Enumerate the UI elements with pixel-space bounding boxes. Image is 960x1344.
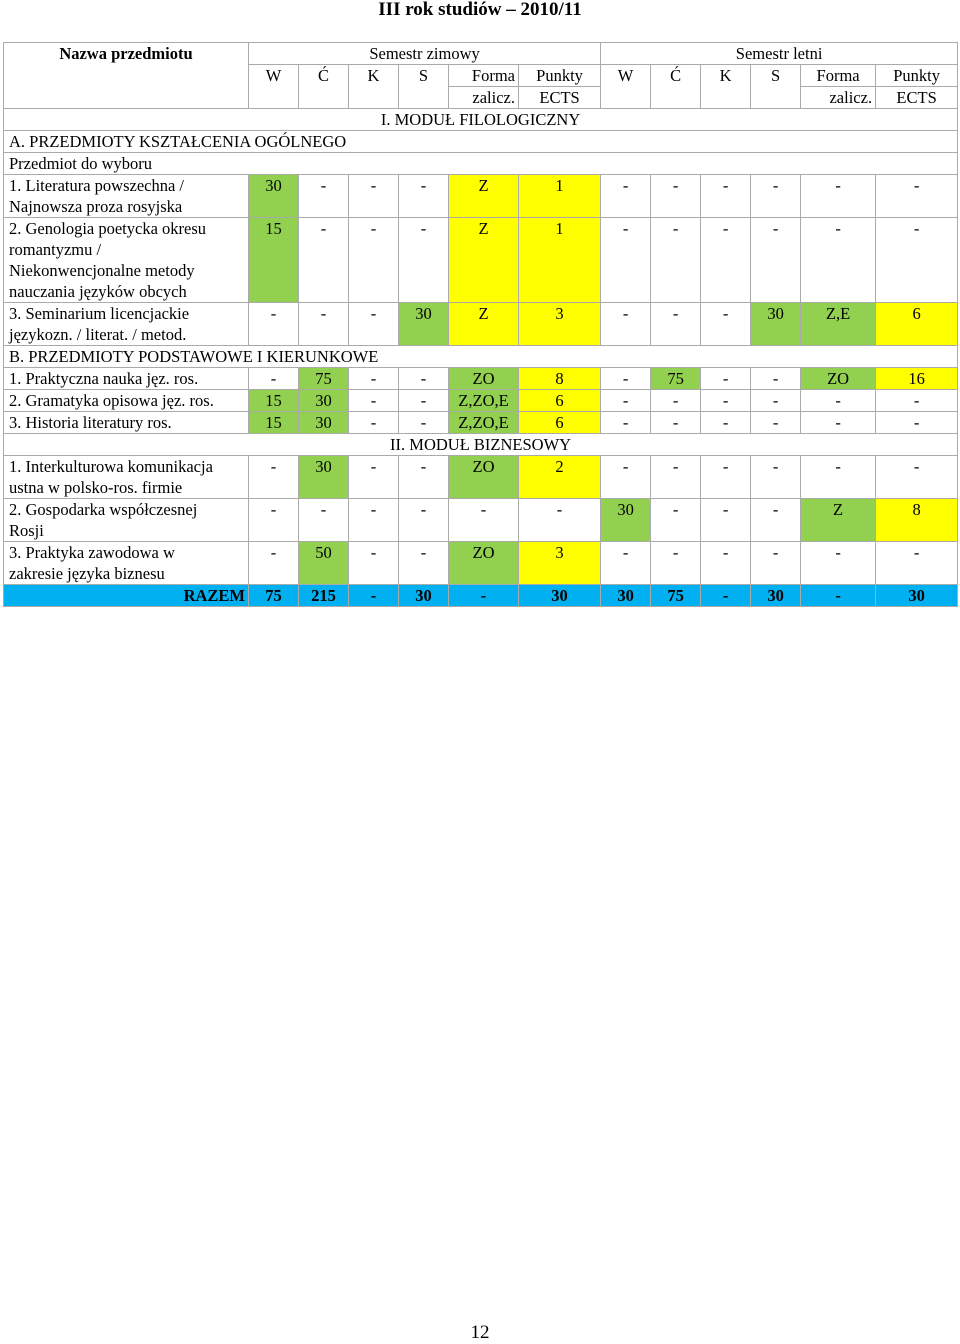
winter-k-cell: - — [349, 390, 399, 412]
total-value-cell: - — [801, 585, 876, 607]
course-name-line: nauczania języków obcych — [9, 282, 187, 301]
course-name-line: 3. Praktyka zawodowa w — [9, 543, 175, 562]
summer-c-cell: - — [651, 175, 701, 218]
winter-k-cell: - — [349, 412, 399, 434]
winter-w-cell: - — [249, 368, 299, 390]
summer-form-cell: - — [801, 542, 876, 585]
winter-form-cell: Z — [449, 175, 519, 218]
winter-c-cell: - — [299, 499, 349, 542]
winter-w-cell: - — [249, 456, 299, 499]
winter-form-cell: - — [449, 499, 519, 542]
winter-ects-header-line1: Punkty — [519, 65, 601, 87]
course-name-line: 2. Gramatyka opisowa jęz. ros. — [9, 391, 214, 410]
course-name — [4, 390, 249, 412]
summer-w-cell: - — [601, 542, 651, 585]
summer-ects-header-line1: Punkty — [876, 65, 958, 87]
course-name-line: Najnowsza proza rosyjska — [9, 197, 183, 216]
winter-form-header-line1: Forma — [449, 65, 519, 87]
winter-c-cell: 75 — [299, 368, 349, 390]
course-name — [4, 412, 249, 434]
total-value-cell: 215 — [299, 585, 349, 607]
summer-ects-cell: - — [876, 175, 958, 218]
study-plan-table — [3, 42, 958, 607]
summer-s-cell: - — [751, 456, 801, 499]
winter-form-cell: Z — [449, 303, 519, 346]
summer-s-cell: - — [751, 218, 801, 303]
winter-k-cell: - — [349, 542, 399, 585]
summer-c-cell: - — [651, 303, 701, 346]
winter-k-cell: - — [349, 218, 399, 303]
course-name — [4, 456, 249, 499]
winter-form-header-line2: zalicz. — [449, 87, 519, 109]
winter-w-cell: - — [249, 499, 299, 542]
winter-form-cell: ZO — [449, 542, 519, 585]
winter-ects-cell: 3 — [519, 303, 601, 346]
summer-k-cell: - — [701, 456, 751, 499]
summer-k-header: K — [701, 65, 751, 109]
winter-k-cell: - — [349, 499, 399, 542]
summer-s-cell: - — [751, 499, 801, 542]
winter-ects-cell: 8 — [519, 368, 601, 390]
section-row — [4, 346, 958, 368]
total-row — [4, 585, 958, 607]
winter-s-cell: - — [399, 456, 449, 499]
total-value-cell: 30 — [519, 585, 601, 607]
page-number: 12 — [470, 1322, 490, 1343]
summer-ects-cell: - — [876, 542, 958, 585]
winter-s-cell: - — [399, 218, 449, 303]
summer-ects-cell: - — [876, 390, 958, 412]
winter-s-cell: - — [399, 368, 449, 390]
total-value-cell: 30 — [751, 585, 801, 607]
course-name-line: 3. Historia literatury ros. — [9, 413, 172, 432]
summer-s-header: S — [751, 65, 801, 109]
course-name-line: 1. Literatura powszechna / — [9, 176, 185, 195]
summer-k-cell: - — [701, 368, 751, 390]
subject-column-header: Nazwa przedmiotu — [4, 43, 249, 109]
winter-s-header: S — [399, 65, 449, 109]
summer-c-cell: - — [651, 390, 701, 412]
winter-s-cell: - — [399, 175, 449, 218]
module-title: I. MODUŁ FILOLOGICZNY — [4, 109, 958, 131]
course-row — [4, 175, 958, 218]
course-name-line: zakresie języka biznesu — [9, 564, 165, 583]
winter-k-header: K — [349, 65, 399, 109]
winter-ects-header-line2: ECTS — [519, 87, 601, 109]
course-name-line: 2. Gospodarka współczesnej — [9, 500, 198, 519]
summer-ects-cell: - — [876, 412, 958, 434]
summer-ects-cell: 6 — [876, 303, 958, 346]
course-name-line: ustna w polsko-ros. firmie — [9, 478, 183, 497]
summer-c-cell: 75 — [651, 368, 701, 390]
summer-c-header: Ć — [651, 65, 701, 109]
course-row — [4, 368, 958, 390]
winter-w-cell: 30 — [249, 175, 299, 218]
winter-c-cell: - — [299, 175, 349, 218]
summer-s-cell: - — [751, 175, 801, 218]
summer-k-cell: - — [701, 542, 751, 585]
summer-w-header: W — [601, 65, 651, 109]
course-name-line: romantyzmu / — [9, 240, 102, 259]
course-name — [4, 218, 249, 303]
winter-s-cell: - — [399, 499, 449, 542]
winter-c-cell: 30 — [299, 412, 349, 434]
summer-s-cell: - — [751, 368, 801, 390]
winter-k-cell: - — [349, 303, 399, 346]
summer-ects-cell: 8 — [876, 499, 958, 542]
course-name-line: Niekonwencjonalne metody — [9, 261, 195, 280]
winter-s-cell: - — [399, 390, 449, 412]
winter-ects-cell: 6 — [519, 412, 601, 434]
winter-form-cell: ZO — [449, 456, 519, 499]
summer-w-cell: - — [601, 175, 651, 218]
course-name-line: językozn. / literat. / metod. — [9, 325, 187, 344]
winter-w-header: W — [249, 65, 299, 109]
total-value-cell: - — [701, 585, 751, 607]
summer-form-cell: - — [801, 175, 876, 218]
winter-ects-cell: 1 — [519, 218, 601, 303]
summer-s-cell: - — [751, 542, 801, 585]
summer-form-cell: Z — [801, 499, 876, 542]
course-row — [4, 412, 958, 434]
summer-c-cell: - — [651, 456, 701, 499]
winter-ects-cell: 1 — [519, 175, 601, 218]
winter-c-cell: - — [299, 303, 349, 346]
summer-c-cell: - — [651, 412, 701, 434]
module-title: II. MODUŁ BIZNESOWY — [4, 434, 958, 456]
winter-c-cell: - — [299, 218, 349, 303]
summer-w-cell: - — [601, 456, 651, 499]
summer-w-cell: - — [601, 412, 651, 434]
summer-semester-header: Semestr letni — [601, 43, 958, 65]
summer-ects-cell: - — [876, 456, 958, 499]
course-row — [4, 542, 958, 585]
winter-w-cell: - — [249, 303, 299, 346]
summer-w-cell: 30 — [601, 499, 651, 542]
total-value-cell: - — [449, 585, 519, 607]
summer-s-cell: 30 — [751, 303, 801, 346]
section-title: A. PRZEDMIOTY KSZTAŁCENIA OGÓLNEGO — [4, 131, 958, 153]
course-name-line: 1. Interkulturowa komunikacja — [9, 457, 213, 476]
summer-form-header-line2: zalicz. — [801, 87, 876, 109]
winter-form-cell: ZO — [449, 368, 519, 390]
summer-form-cell: - — [801, 390, 876, 412]
total-value-cell: 30 — [399, 585, 449, 607]
winter-s-cell: 30 — [399, 303, 449, 346]
summer-form-cell: - — [801, 218, 876, 303]
summer-c-cell: - — [651, 542, 701, 585]
course-name-line: Rosji — [9, 521, 44, 540]
winter-s-cell: - — [399, 542, 449, 585]
summer-w-cell: - — [601, 218, 651, 303]
winter-form-cell: Z,ZO,E — [449, 412, 519, 434]
total-label: RAZEM — [4, 585, 249, 607]
course-row — [4, 456, 958, 499]
winter-c-cell: 30 — [299, 390, 349, 412]
summer-ects-cell: - — [876, 218, 958, 303]
course-name — [4, 542, 249, 585]
summer-s-cell: - — [751, 412, 801, 434]
winter-w-cell: 15 — [249, 218, 299, 303]
winter-c-cell: 30 — [299, 456, 349, 499]
total-value-cell: 30 — [876, 585, 958, 607]
winter-ects-cell: 3 — [519, 542, 601, 585]
course-name — [4, 368, 249, 390]
winter-form-cell: Z,ZO,E — [449, 390, 519, 412]
module-row — [4, 109, 958, 131]
winter-k-cell: - — [349, 175, 399, 218]
total-value-cell: 75 — [249, 585, 299, 607]
winter-ects-cell: - — [519, 499, 601, 542]
summer-form-cell: ZO — [801, 368, 876, 390]
winter-k-cell: - — [349, 368, 399, 390]
total-value-cell: - — [349, 585, 399, 607]
summer-form-cell: - — [801, 456, 876, 499]
course-name — [4, 303, 249, 346]
course-row — [4, 218, 958, 303]
summer-c-cell: - — [651, 218, 701, 303]
section-row — [4, 131, 958, 153]
section-title: Przedmiot do wyboru — [4, 153, 958, 175]
total-value-cell: 75 — [651, 585, 701, 607]
course-name-line: 2. Genologia poetycka okresu — [9, 219, 207, 238]
section-row — [4, 153, 958, 175]
summer-w-cell: - — [601, 368, 651, 390]
winter-k-cell: - — [349, 456, 399, 499]
winter-form-cell: Z — [449, 218, 519, 303]
page-title: III rok studiów – 2010/11 — [378, 0, 582, 20]
summer-w-cell: - — [601, 303, 651, 346]
summer-k-cell: - — [701, 499, 751, 542]
winter-w-cell: 15 — [249, 390, 299, 412]
section-title: B. PRZEDMIOTY PODSTAWOWE I KIERUNKOWE — [4, 346, 958, 368]
total-value-cell: 30 — [601, 585, 651, 607]
winter-c-cell: 50 — [299, 542, 349, 585]
course-name-line: 3. Seminarium licencjackie — [9, 304, 190, 323]
course-row — [4, 499, 958, 542]
winter-w-cell: 15 — [249, 412, 299, 434]
summer-form-cell: - — [801, 412, 876, 434]
summer-ects-header-line2: ECTS — [876, 87, 958, 109]
summer-k-cell: - — [701, 218, 751, 303]
summer-w-cell: - — [601, 390, 651, 412]
course-name — [4, 499, 249, 542]
summer-k-cell: - — [701, 412, 751, 434]
course-row — [4, 390, 958, 412]
header-row-semesters — [4, 43, 958, 65]
winter-semester-header: Semestr zimowy — [249, 43, 601, 65]
winter-w-cell: - — [249, 542, 299, 585]
summer-s-cell: - — [751, 390, 801, 412]
course-name — [4, 175, 249, 218]
course-row — [4, 303, 958, 346]
summer-k-cell: - — [701, 390, 751, 412]
winter-ects-cell: 6 — [519, 390, 601, 412]
winter-c-header: Ć — [299, 65, 349, 109]
summer-k-cell: - — [701, 175, 751, 218]
module-row — [4, 434, 958, 456]
summer-form-header-line1: Forma — [801, 65, 876, 87]
winter-s-cell: - — [399, 412, 449, 434]
winter-ects-cell: 2 — [519, 456, 601, 499]
summer-ects-cell: 16 — [876, 368, 958, 390]
summer-form-cell: Z,E — [801, 303, 876, 346]
course-name-line: 1. Praktyczna nauka jęz. ros. — [9, 369, 199, 388]
summer-k-cell: - — [701, 303, 751, 346]
summer-c-cell: - — [651, 499, 701, 542]
